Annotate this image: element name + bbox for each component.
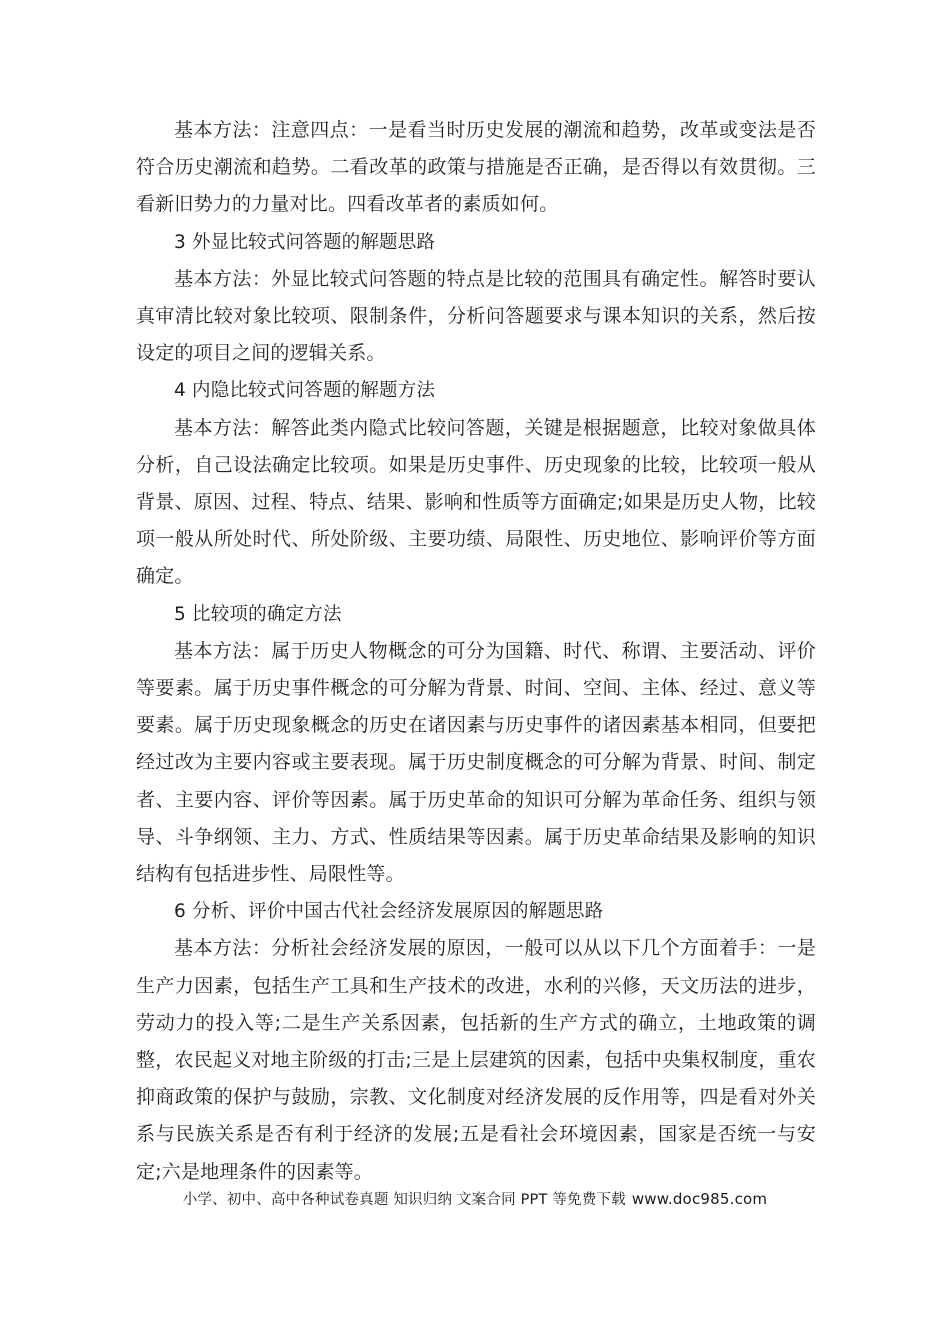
page-footer [0, 1188, 950, 1209]
paragraph-explicit-comparison: 基本方法：外显比较式问答题的特点是比较的范围具有确定性。解答时要认真审清比较对象比较项、限制条件，分析问答题要求与课本知识的关系，然后按设定的项目之间的逻辑关系。 [136, 267, 816, 365]
heading-economic-causes: 6 分析、评价中国古代社会经济发展原因的解题思路 [174, 901, 604, 923]
footer-text: 小学、初中、高中各种试卷真题 知识归纳 文案合同 PPT 等免费下载 [182, 1192, 626, 1208]
paragraph-comparison-items: 基本方法：属于历史人物概念的可分为国籍、时代、称谓、主要活动、评价等要素。属于历史事件概念的可分解为背景、时间、空间、主体、经过、意义等要素。属于历史现象概念的历史在诸因素与历史事件的诸因素基本相同，但要把经过改为主要内容或主要表现。属于历史制度概念的可分解为背景、时间、制定者、主要内容、评价等因素。属于历史革命的知识可分解为革命任务、组织与领导、斗争纲领、主力、方式、性质结果等因素。属于历史革命结果及影响的知识结构有包括进步性、局限性等。 [136, 639, 816, 886]
paragraph-implicit-comparison: 基本方法：解答此类内隐式比较问答题，关键是根据题意，比较对象做具体分析，自己设法确定比较项。如果是历史事件、历史现象的比较，比较项一般从背景、原因、过程、特点、结果、影响和性质等方面确定;如果是历史人物，比较项一般从所处时代、所处阶级、主要功绩、局限性、历史地位、影响评价等方面确定。 [136, 416, 816, 588]
paragraph-reform-analysis: 基本方法：注意四点：一是看当时历史发展的潮流和趋势，改革或变法是否符合历史潮流和趋势。二看改革的政策与措施是否正确，是否得以有效贯彻。三看新旧势力的力量对比。四看改革者的素质如何。 [136, 119, 816, 216]
heading-implicit-comparison: 4 内隐比较式问答题的解题方法 [174, 380, 436, 402]
footer-url[interactable]: www.doc985.com [631, 1190, 768, 1208]
heading-explicit-comparison: 3 外显比较式问答题的解题思路 [174, 231, 436, 253]
heading-comparison-items: 5 比较项的确定方法 [174, 603, 342, 625]
paragraph-economic-causes: 基本方法：分析社会经济发展的原因，一般可以从以下几个方面着手：一是生产力因素，包括生产工具和生产技术的改进，水利的兴修，天文历法的进步，劳动力的投入等;二是生产关系因素，包括新的生产方式的确立，土地政策的调整，农民起义对地主阶级的打击;三是上层建筑的因素，包括中央集权制度，重农抑商政策的保护与鼓励，宗教、文化制度对经济发展的反作用等，四是看对外关系与民族关系是否有利于经济的发展;五是看社会环境因素，国家是否统一与安定;六是地理条件的因素等。 [136, 937, 816, 1183]
document-body [136, 112, 816, 1191]
